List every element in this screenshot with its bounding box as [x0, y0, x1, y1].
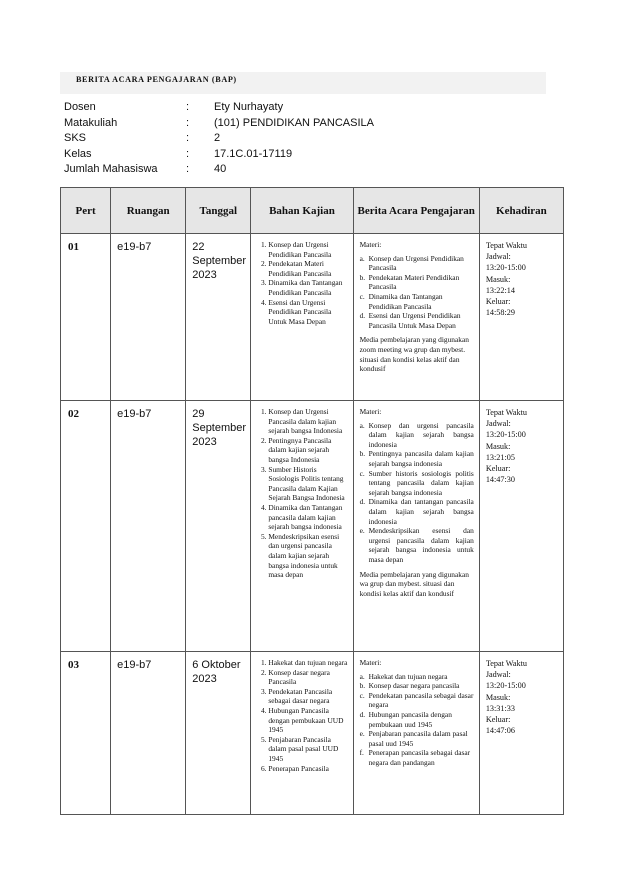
materi-marker: c.	[359, 291, 365, 301]
materi-item	[360, 311, 474, 330]
materi-text: Esensi dan Urgensi Pendidikan Pancasila Untuk Masa Depan	[368, 311, 461, 330]
info-colon: :	[186, 147, 190, 160]
materi-text: Konsep dan urgensi pancasila dalam kajian sejarah bangsa indonesia	[368, 420, 474, 449]
ruangan: e19-b7	[117, 408, 152, 420]
info-label: Dosen	[64, 101, 96, 113]
jadwal-label: Jadwal:	[485, 252, 511, 262]
status-tepat-waktu: Tepat Waktu	[485, 241, 527, 250]
media-note: Media pembelajaran yang digunakan zoom meeting wa grup dan mybest. situasi dan kondisi kelas aktif dan kondusif	[359, 335, 469, 374]
kehadiran	[480, 401, 563, 489]
berita-acara	[354, 234, 479, 378]
bahan-item: 1. Konsep dan Urgensi Pendidikan Pancasila	[268, 240, 347, 259]
tanggal: 6 Oktober 2023	[192, 659, 241, 685]
status-tepat-waktu: Tepat Waktu	[485, 659, 527, 668]
materi-item	[360, 449, 474, 468]
materi-label: Materi:	[359, 240, 382, 249]
jadwal-label: Jadwal:	[485, 419, 511, 429]
header-bahan-kajian: Bahan Kajian	[251, 188, 353, 234]
materi-item	[360, 672, 474, 682]
materi-item	[360, 748, 474, 767]
jadwal-label: Jadwal:	[485, 670, 511, 680]
keluar-label: Keluar:	[485, 297, 511, 307]
materi-marker: f.	[359, 748, 364, 758]
materi-item	[360, 497, 474, 526]
materi-text: Sumber historis sosiologis politis tentang pancasila dalam kajian sejarah bangsa indonesia	[368, 468, 474, 497]
bahan-item: 6. Penerapan Pancasila	[268, 764, 347, 774]
materi-item	[360, 526, 474, 564]
info-value: 40	[214, 163, 227, 175]
materi-marker: b.	[359, 681, 366, 691]
ruangan: e19-b7	[117, 659, 152, 671]
materi-marker: a.	[359, 420, 365, 430]
masuk-label: Masuk:	[485, 692, 511, 702]
materi-marker: c.	[359, 468, 365, 478]
materi-marker: a.	[359, 671, 365, 681]
materi-marker: d.	[359, 497, 366, 507]
header-tanggal: Tanggal	[186, 188, 251, 234]
materi-item	[360, 292, 474, 311]
masuk-value: 13:21:05	[485, 452, 515, 462]
course-info	[64, 100, 374, 178]
jadwal-value: 13:20-15:00	[485, 681, 526, 691]
table-row	[61, 652, 564, 815]
materi-item	[360, 421, 474, 450]
info-value: (101) PENDIDIKAN PANCASILA	[214, 116, 374, 129]
bap-table	[60, 187, 564, 815]
masuk-value: 13:31:33	[485, 703, 515, 713]
materi-item	[360, 681, 474, 691]
materi-marker: d.	[359, 311, 366, 321]
kehadiran	[480, 234, 563, 322]
bahan-item: 2. Pentingnya Pancasila dalam kajian sejarah bangsa Indonesia	[268, 436, 347, 465]
document-title: BERITA ACARA PENGAJARAN (BAP)	[76, 75, 237, 84]
materi-text: Konsep dan Urgensi Pendidikan Pancasila	[368, 253, 464, 273]
bahan-item: 3. Sumber Historis Sosiologis Politis tentang Pancasila dalam Kajian Sejarah Bangsa Indonesia	[268, 465, 347, 503]
berita-acara	[354, 401, 479, 602]
kehadiran	[480, 652, 563, 740]
materi-marker: b.	[359, 449, 366, 459]
jadwal-value: 13:20-15:00	[485, 263, 526, 273]
materi-item	[360, 273, 474, 292]
keluar-label: Keluar:	[485, 464, 511, 474]
materi-text: Penjabaran pancasila dalam pasal pasal uud 1945	[368, 729, 468, 748]
materi-text: Dinamika dan Tantangan Pendidikan Pancasila	[368, 291, 443, 311]
materi-text: Konsep dasar negara pancasila	[368, 681, 460, 691]
bahan-item: 1. Konsep dan Urgensi Pancasila dalam kajian sejarah bangsa Indonesia	[268, 407, 347, 436]
info-label: Matakuliah	[64, 116, 118, 129]
bahan-item: 4. Esensi dan Urgensi Pendidikan Pancasila Untuk Masa Depan	[268, 298, 347, 327]
info-colon: :	[186, 132, 190, 144]
info-value: Ety Nurhayaty	[214, 101, 284, 113]
media-note: Media pembelajaran yang digunakan wa grup dan mybest. situasi dan kondisi kelas aktif dan kondusif	[359, 569, 469, 598]
materi-text: Pentingnya pancasila dalam kajian sejarah bangsa indonesia	[368, 449, 474, 468]
bahan-item: 2. Pendekatan Materi Pendidikan Pancasila	[268, 259, 347, 278]
tanggal: 22 September 2023	[192, 241, 247, 281]
bahan-item: 2. Konsep dasar negara Pancasila	[268, 668, 347, 687]
table-row	[61, 234, 564, 401]
masuk-label: Masuk:	[485, 441, 511, 451]
materi-text: Pendekatan pancasila sebagai dasar negara	[368, 690, 474, 710]
materi-marker: c.	[359, 690, 365, 700]
header-pert: Pert	[61, 188, 111, 234]
materi-item	[360, 710, 474, 729]
keluar-value: 14:47:06	[485, 726, 515, 736]
bahan-kajian	[251, 652, 352, 777]
materi-text: Dinamika dan tantangan pancasila dalam kajian sejarah bangsa indonesia	[368, 497, 474, 526]
materi-item	[360, 469, 474, 498]
table-row	[61, 401, 564, 652]
info-label: Kelas	[64, 147, 92, 160]
berita-acara	[354, 652, 479, 772]
bahan-item: 4. Hubungan Pancasila dengan pembukaan UUD 1945	[268, 706, 347, 735]
info-row-matakuliah	[64, 116, 374, 132]
bahan-item: 3. Pendekatan Pancasila sebagai dasar negara	[268, 687, 347, 706]
info-label: Jumlah Mahasiswa	[64, 163, 158, 175]
tanggal: 29 September 2023	[192, 408, 247, 448]
materi-marker: e.	[359, 729, 365, 739]
header-ruangan: Ruangan	[111, 188, 186, 234]
materi-item	[360, 729, 474, 748]
table-header-row	[61, 188, 564, 234]
materi-item	[360, 254, 474, 273]
pert-number: 01	[68, 241, 79, 253]
materi-text: Pendekatan Materi Pendidikan Pancasila	[368, 272, 460, 292]
info-row-sks	[64, 131, 374, 147]
materi-text: Penerapan pancasila sebagai dasar negara dan pandangan	[368, 748, 471, 767]
info-value: 17.1C.01-17119	[214, 147, 293, 160]
bahan-item: 1. Hakekat dan tujuan negara	[268, 658, 347, 668]
info-colon: :	[186, 116, 190, 129]
bahan-item: 4. Dinamika dan Tantangan pancasila dalam kajian sejarah bangsa indonesia	[268, 503, 347, 532]
pert-number: 02	[68, 408, 79, 420]
keluar-value: 14:58:29	[485, 308, 515, 318]
info-row-jumlah-mahasiswa	[64, 162, 374, 178]
materi-label: Materi:	[359, 407, 382, 416]
bahan-item: 5. Penjabaran Pancasila dalam pasal pasal UUD 1945	[268, 735, 347, 764]
header-berita-acara: Berita Acara Pengajaran	[353, 188, 479, 234]
bahan-item: 5. Mendeskripsikan esensi dan urgensi pancasila dalam kajian sejarah bangsa indonesia untuk masa depan	[268, 532, 347, 580]
materi-marker: a.	[359, 253, 365, 263]
materi-text: Mendeskripsikan esensi dan urgensi pancasila dalam kajian sejarah bangsa indonesia untuk masa depan	[368, 526, 474, 564]
pert-number: 03	[68, 659, 79, 671]
info-row-dosen	[64, 100, 374, 116]
jadwal-value: 13:20-15:00	[485, 430, 526, 440]
keluar-value: 14:47:30	[485, 475, 515, 485]
info-row-kelas	[64, 147, 374, 163]
materi-marker: d.	[359, 709, 366, 719]
materi-item	[360, 691, 474, 710]
masuk-label: Masuk:	[485, 274, 511, 284]
ruangan: e19-b7	[117, 241, 152, 253]
status-tepat-waktu: Tepat Waktu	[485, 408, 527, 417]
materi-text: Hakekat dan tujuan negara	[368, 671, 448, 681]
materi-marker: b.	[359, 272, 366, 282]
keluar-label: Keluar:	[485, 715, 511, 725]
info-value: 2	[214, 132, 221, 144]
info-colon: :	[186, 101, 190, 113]
materi-text: Hubungan pancasila dengan pembukaan uud 1945	[368, 709, 452, 729]
materi-marker: e.	[359, 526, 365, 536]
header-kehadiran: Kehadiran	[479, 188, 563, 234]
masuk-value: 13:22:14	[485, 285, 515, 295]
info-colon: :	[186, 163, 190, 175]
info-label: SKS	[64, 132, 87, 144]
bahan-kajian	[251, 401, 352, 584]
bahan-kajian	[251, 234, 352, 330]
bahan-item: 3. Dinamika dan Tantangan Pendidikan Pancasila	[268, 278, 347, 297]
materi-label: Materi:	[359, 658, 382, 667]
